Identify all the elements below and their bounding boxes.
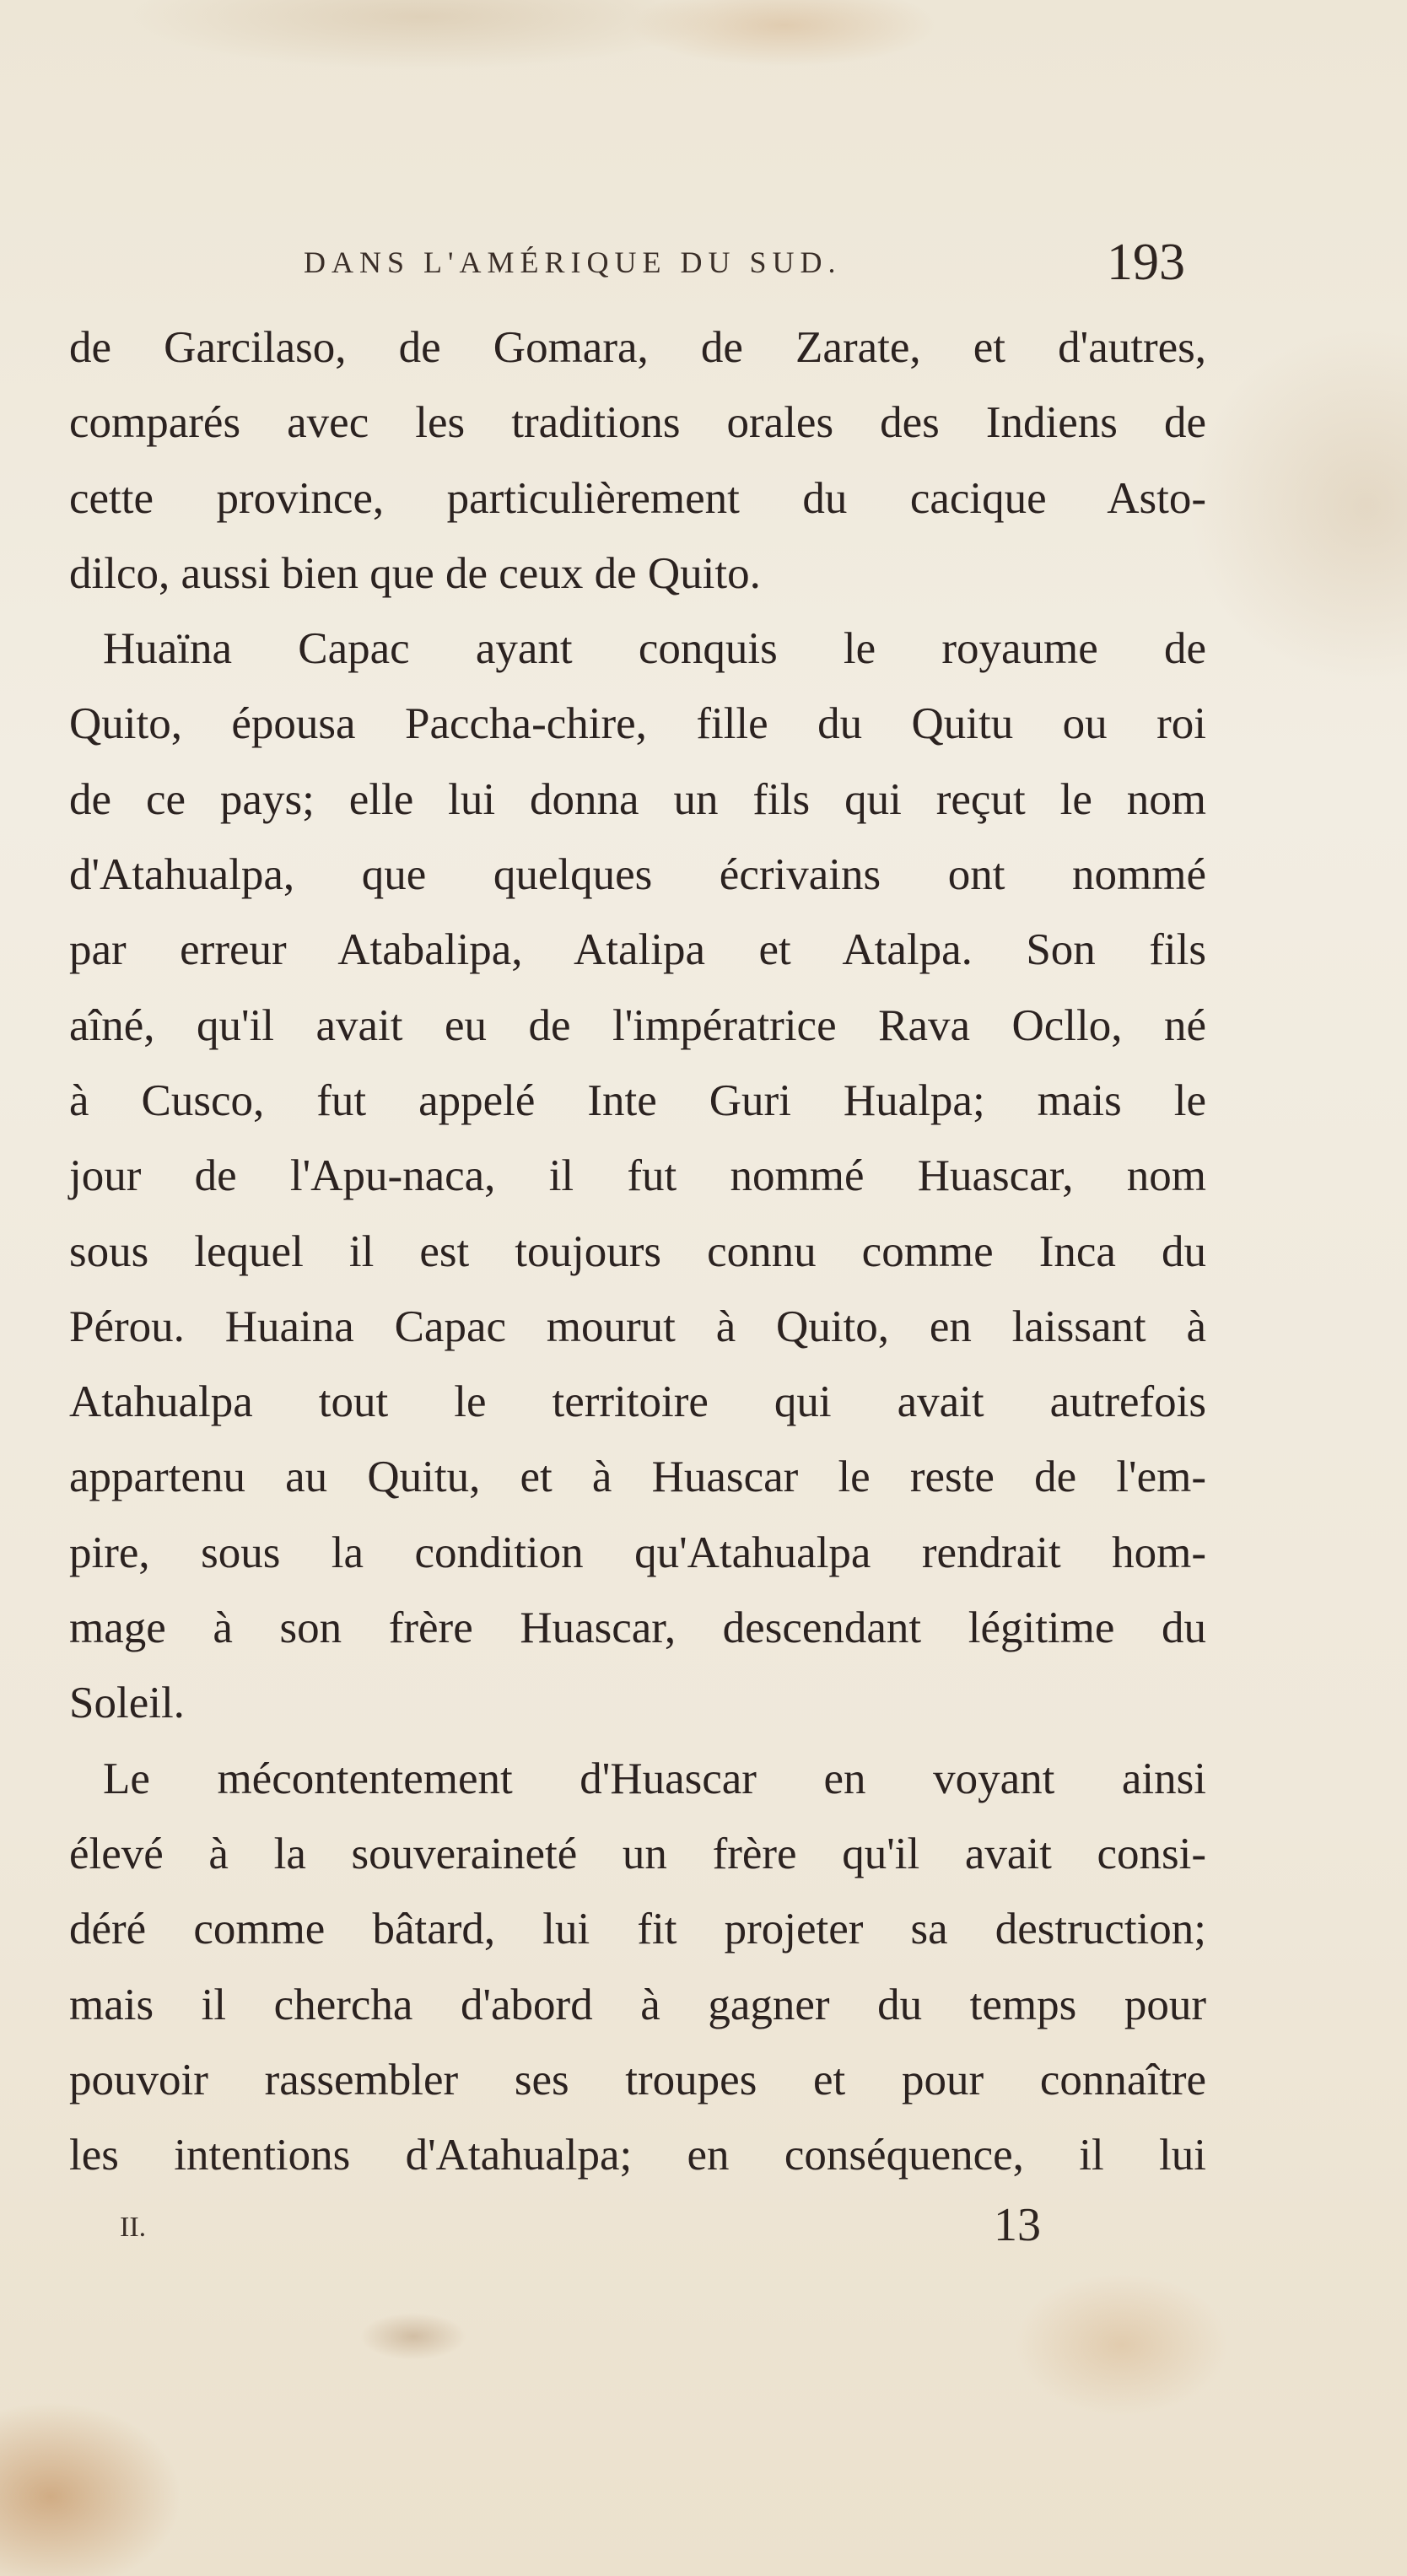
running-head [0,233,1407,309]
text-line: cette province, particulièrement du cacique Asto- [69,473,1206,523]
page-number: 193 [1107,234,1185,291]
text-line: dilco, aussi bien que de ceux de Quito. [69,548,761,598]
text-line: les intentions d'Atahualpa; en conséquence, il lui [69,2131,1206,2180]
body-text [69,310,1206,2193]
text-line: Atahualpa tout le territoire qui avait autrefois [69,1377,1206,1427]
signature-mark: II. [120,2212,147,2243]
text-line: appartenu au Quitu, et à Huascar le reste de l'em- [69,1452,1206,1502]
text-line: par erreur Atabalipa, Atalipa et Atalpa. Son fils [69,925,1206,975]
text-line: comparés avec les traditions orales des Indiens de [69,398,1206,448]
text-line: à Cusco, fut appelé Inte Guri Hualpa; mais le [69,1075,1206,1125]
text-line: Soleil. [69,1679,185,1728]
text-line: mage à son frère Huascar, descendant légitime du [69,1603,1206,1653]
text-line: Quito, épousa Paccha-chire, fille du Quitu ou roi [69,699,1206,749]
text-line: Le mécontentement d'Huascar en voyant ainsi [103,1754,1206,1803]
text-line: d'Atahualpa, que quelques écrivains ont nommé [69,850,1206,900]
text-line: jour de l'Apu-naca, il fut nommé Huascar, nom [69,1151,1206,1201]
text-line: de Garcilaso, de Gomara, de Zarate, et d'autres, [69,323,1206,372]
text-line: élevé à la souveraineté un frère qu'il avait consi- [69,1829,1206,1878]
text-line: mais il chercha d'abord à gagner du temps pour [69,1980,1206,2029]
text-line: pire, sous la condition qu'Atahualpa rendrait hom- [69,1528,1206,1577]
gathering-number: 13 [994,2199,1041,2251]
text-line: de ce pays; elle lui donna un fils qui reçut le nom [69,774,1206,824]
text-line: aîné, qu'il avait eu de l'impératrice Rava Ocllo, né [69,1000,1206,1050]
text-line: déré comme bâtard, lui fit projeter sa destruction; [69,1905,1206,1954]
text-line: sous lequel il est toujours connu comme Inca du [69,1226,1206,1276]
text-line: Huaïna Capac ayant conquis le royaume de [103,624,1206,674]
running-title: DANS L'AMÉRIQUE DU SUD. [304,245,842,279]
text-line: pouvoir rassembler ses troupes et pour connaître [69,2055,1206,2104]
text-line: Pérou. Huaina Capac mourut à Quito, en laissant à [69,1301,1206,1351]
